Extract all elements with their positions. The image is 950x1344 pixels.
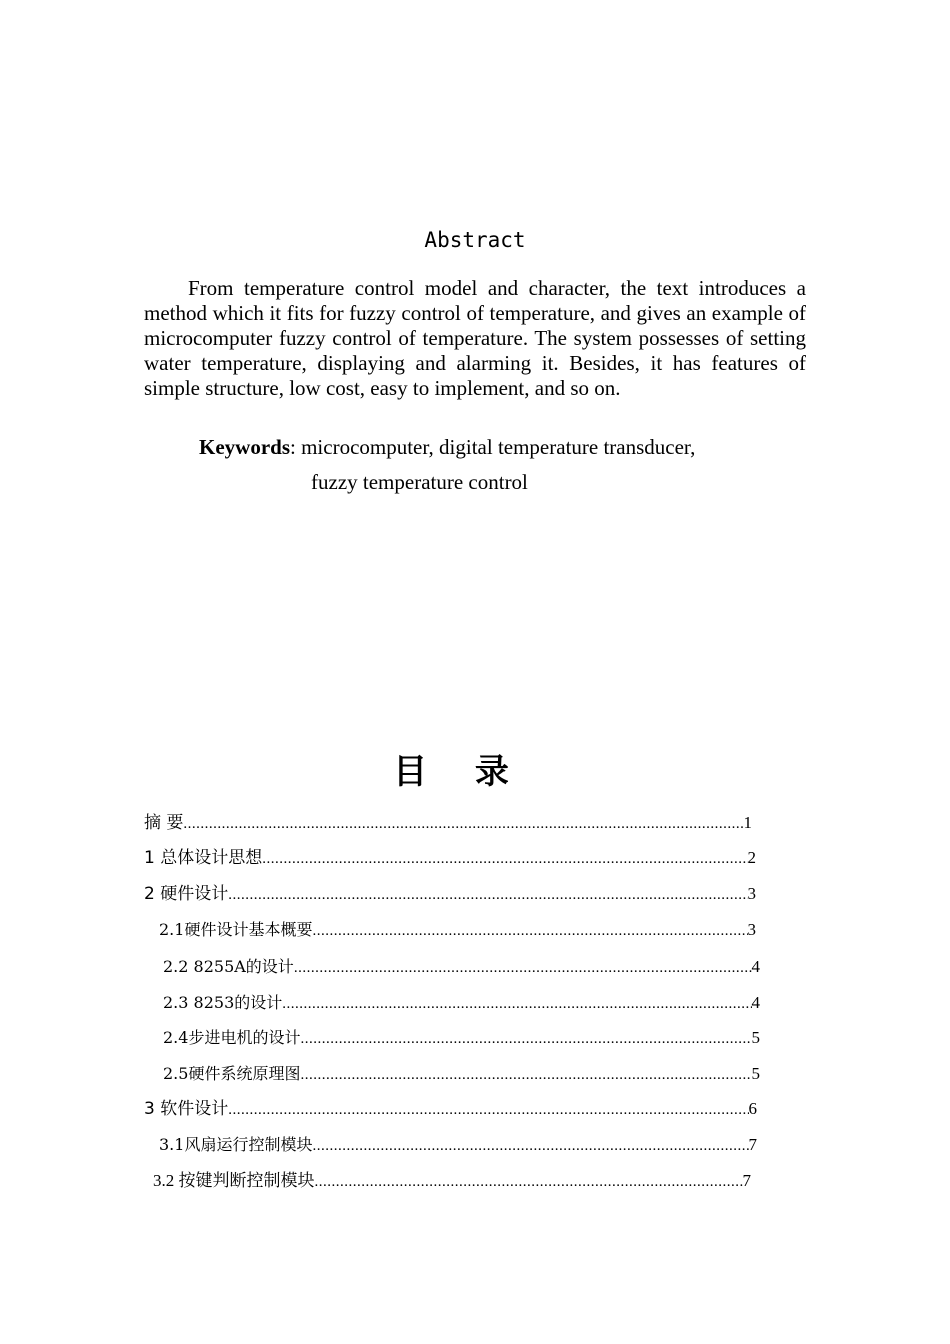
abstract-title: Abstract [424,228,526,252]
toc-entry-label: 摘 要 [144,813,184,833]
toc-entry-label: 2.4步进电机的设计 [163,1028,301,1047]
toc-entry[interactable] [163,955,760,979]
toc-entry-page: 3 [747,920,756,939]
toc-entry-label: 3 软件设计 [144,1099,229,1119]
toc-leader-dots [228,1098,748,1122]
toc-entry-page: 7 [748,1135,757,1154]
toc-entry[interactable] [163,1026,760,1050]
toc-leader-dots [312,1134,748,1158]
toc-leader-dots [228,883,747,907]
toc-entry-label: 2.2 8255A的设计 [163,957,294,976]
toc-entry-label: 3.1风扇运行控制模块 [159,1135,313,1154]
toc-entry-label: 3.2 按键判断控制模块 [153,1171,315,1190]
toc-entry[interactable] [144,846,756,870]
toc-leader-dots [183,812,743,836]
toc-entry-label: 1 总体设计思想 [144,848,263,868]
toc-entry-label: 2 硬件设计 [144,884,229,904]
toc-title: 目 录 [393,752,527,792]
keywords-text: : microcomputer, digital temperature transducer, [290,435,696,459]
toc-entry-label: 2.3 8253的设计 [163,993,283,1012]
toc-entry-page: 3 [747,884,756,903]
toc-entry[interactable] [159,1133,757,1157]
keywords-line [199,435,695,460]
toc-leader-dots [300,1063,751,1087]
toc-entry[interactable] [163,991,760,1015]
toc-entry-page: 2 [747,848,756,867]
toc-entry[interactable] [144,882,756,906]
toc-entry[interactable] [153,1169,751,1193]
toc-entry-page: 5 [751,1064,760,1083]
toc-entry-page: 7 [742,1171,751,1190]
toc-leader-dots [300,1027,751,1051]
toc-entry-page: 6 [748,1099,757,1118]
toc-entry-page: 4 [751,957,760,976]
toc-leader-dots [315,1170,743,1194]
toc-entry-page: 4 [751,993,760,1012]
toc-leader-dots [312,919,747,943]
keywords-continuation: fuzzy temperature control [311,470,528,494]
toc-leader-dots [262,847,747,871]
toc-entry-page: 5 [751,1028,760,1047]
toc-entry[interactable] [144,811,752,835]
toc-entry[interactable] [144,1097,757,1121]
toc-entry-page: 1 [743,813,752,832]
toc-entry[interactable] [163,1062,760,1086]
toc-entry-label: 2.1硬件设计基本概要 [159,920,313,939]
toc-entry[interactable] [159,918,756,942]
keywords-label: Keywords [199,435,290,459]
toc-entry-label: 2.5硬件系统原理图 [163,1064,301,1083]
toc-leader-dots [282,992,751,1016]
abstract-body: From temperature control model and character, the text introduces a method which it fits for fuzzy control of temperature, and gives an example of microcomputer fuzzy control of temperature. The system possesses of setting water temperature, displaying and alarming it. Besides, it has features of simple structure, low cost, easy to implement, and so on. [144,276,806,400]
toc-leader-dots [294,956,752,980]
